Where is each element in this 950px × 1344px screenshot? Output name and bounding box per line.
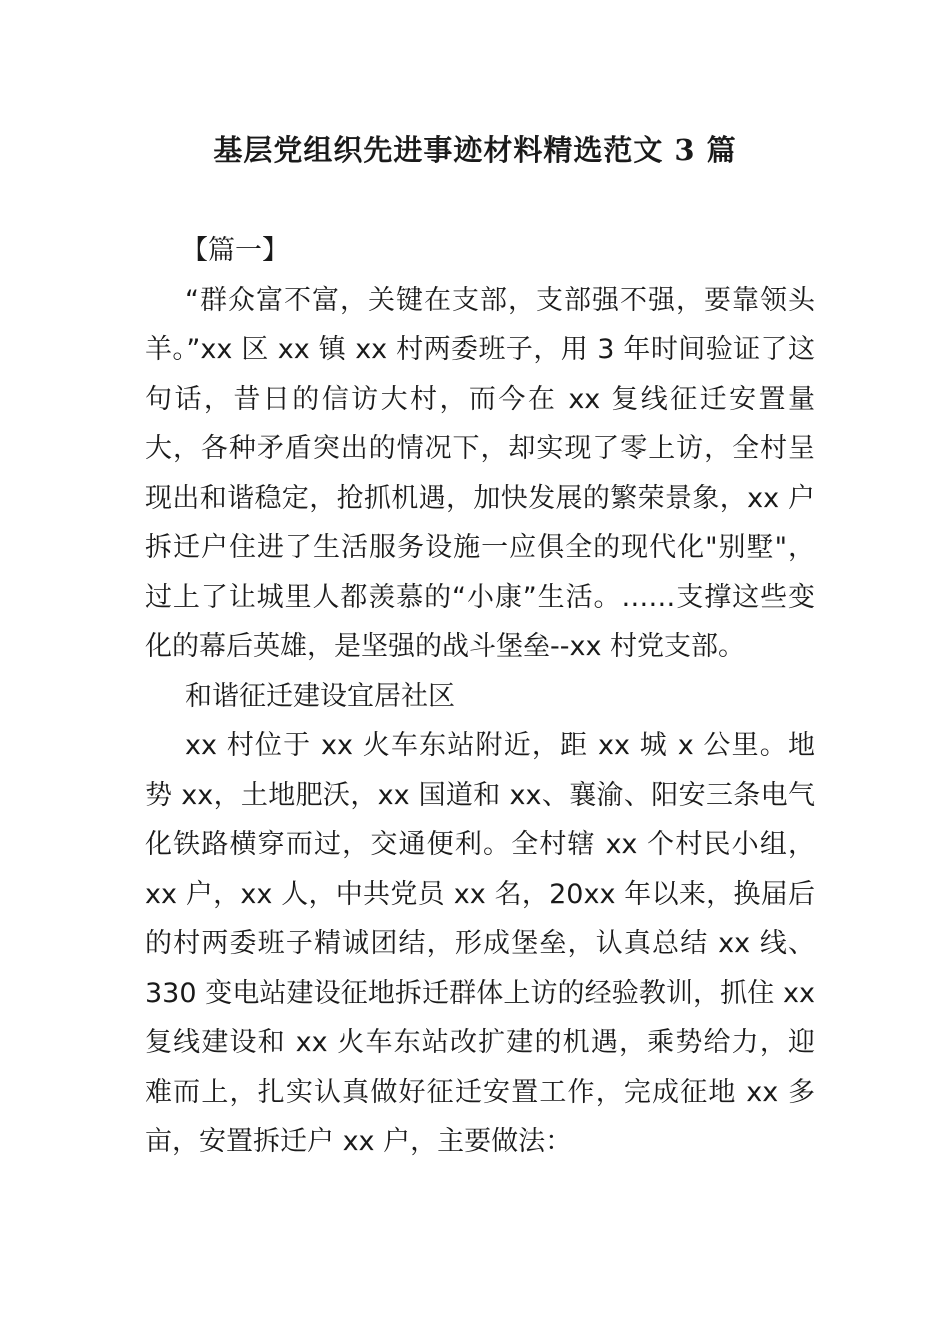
paragraph-village-overview: xx 村位于 xx 火车东站附近，距 xx 城 x 公里。地势 xx，土地肥沃，xx 国道和 xx、襄渝、阳安三条电气化铁路横穿而过，交通便利。全村辖 xx 个村民小组，xx 户，xx 人，中共党员 xx 名，20xx 年以来，换届后的村两委班子精诚团结，形成堡垒，认真总结 xx 线、330 变电站建设征地拆迁群体上访的经验教训，抓住 xx 复线建设和 xx 火车东站改扩建的机遇，乘势给力，迎难而上，扎实认真做好征迁安置工作，完成征地 xx 多亩，安置拆迁户 xx 户，主要做法： [145,730,815,1157]
document-title: 基层党组织先进事迹材料精选范文 3 篇 [213,133,737,167]
document-body [145,226,815,1167]
paragraph-subheading: 和谐征迁建设宜居社区 [185,680,455,712]
paragraph-intro: “群众富不富，关键在支部，支部强不强，要靠领头羊。”xx 区 xx 镇 xx 村两委班子，用 3 年时间验证了这句话，昔日的信访大村，而今在 xx 复线征迁安置量大，各种矛盾突出的情况下，却实现了零上访，全村呈现出和谐稳定，抢抓机遇，加快发展的繁荣景象，xx 户拆迁户住进了生活服务设施一应俱全的现代化"别墅"，过上了让城里人都羡慕的“小康”生活。……支撑这些变化的幕后英雄，是坚强的战斗堡垒--xx 村党支部。 [145,284,815,662]
section-label: 【篇一】 [181,235,289,266]
